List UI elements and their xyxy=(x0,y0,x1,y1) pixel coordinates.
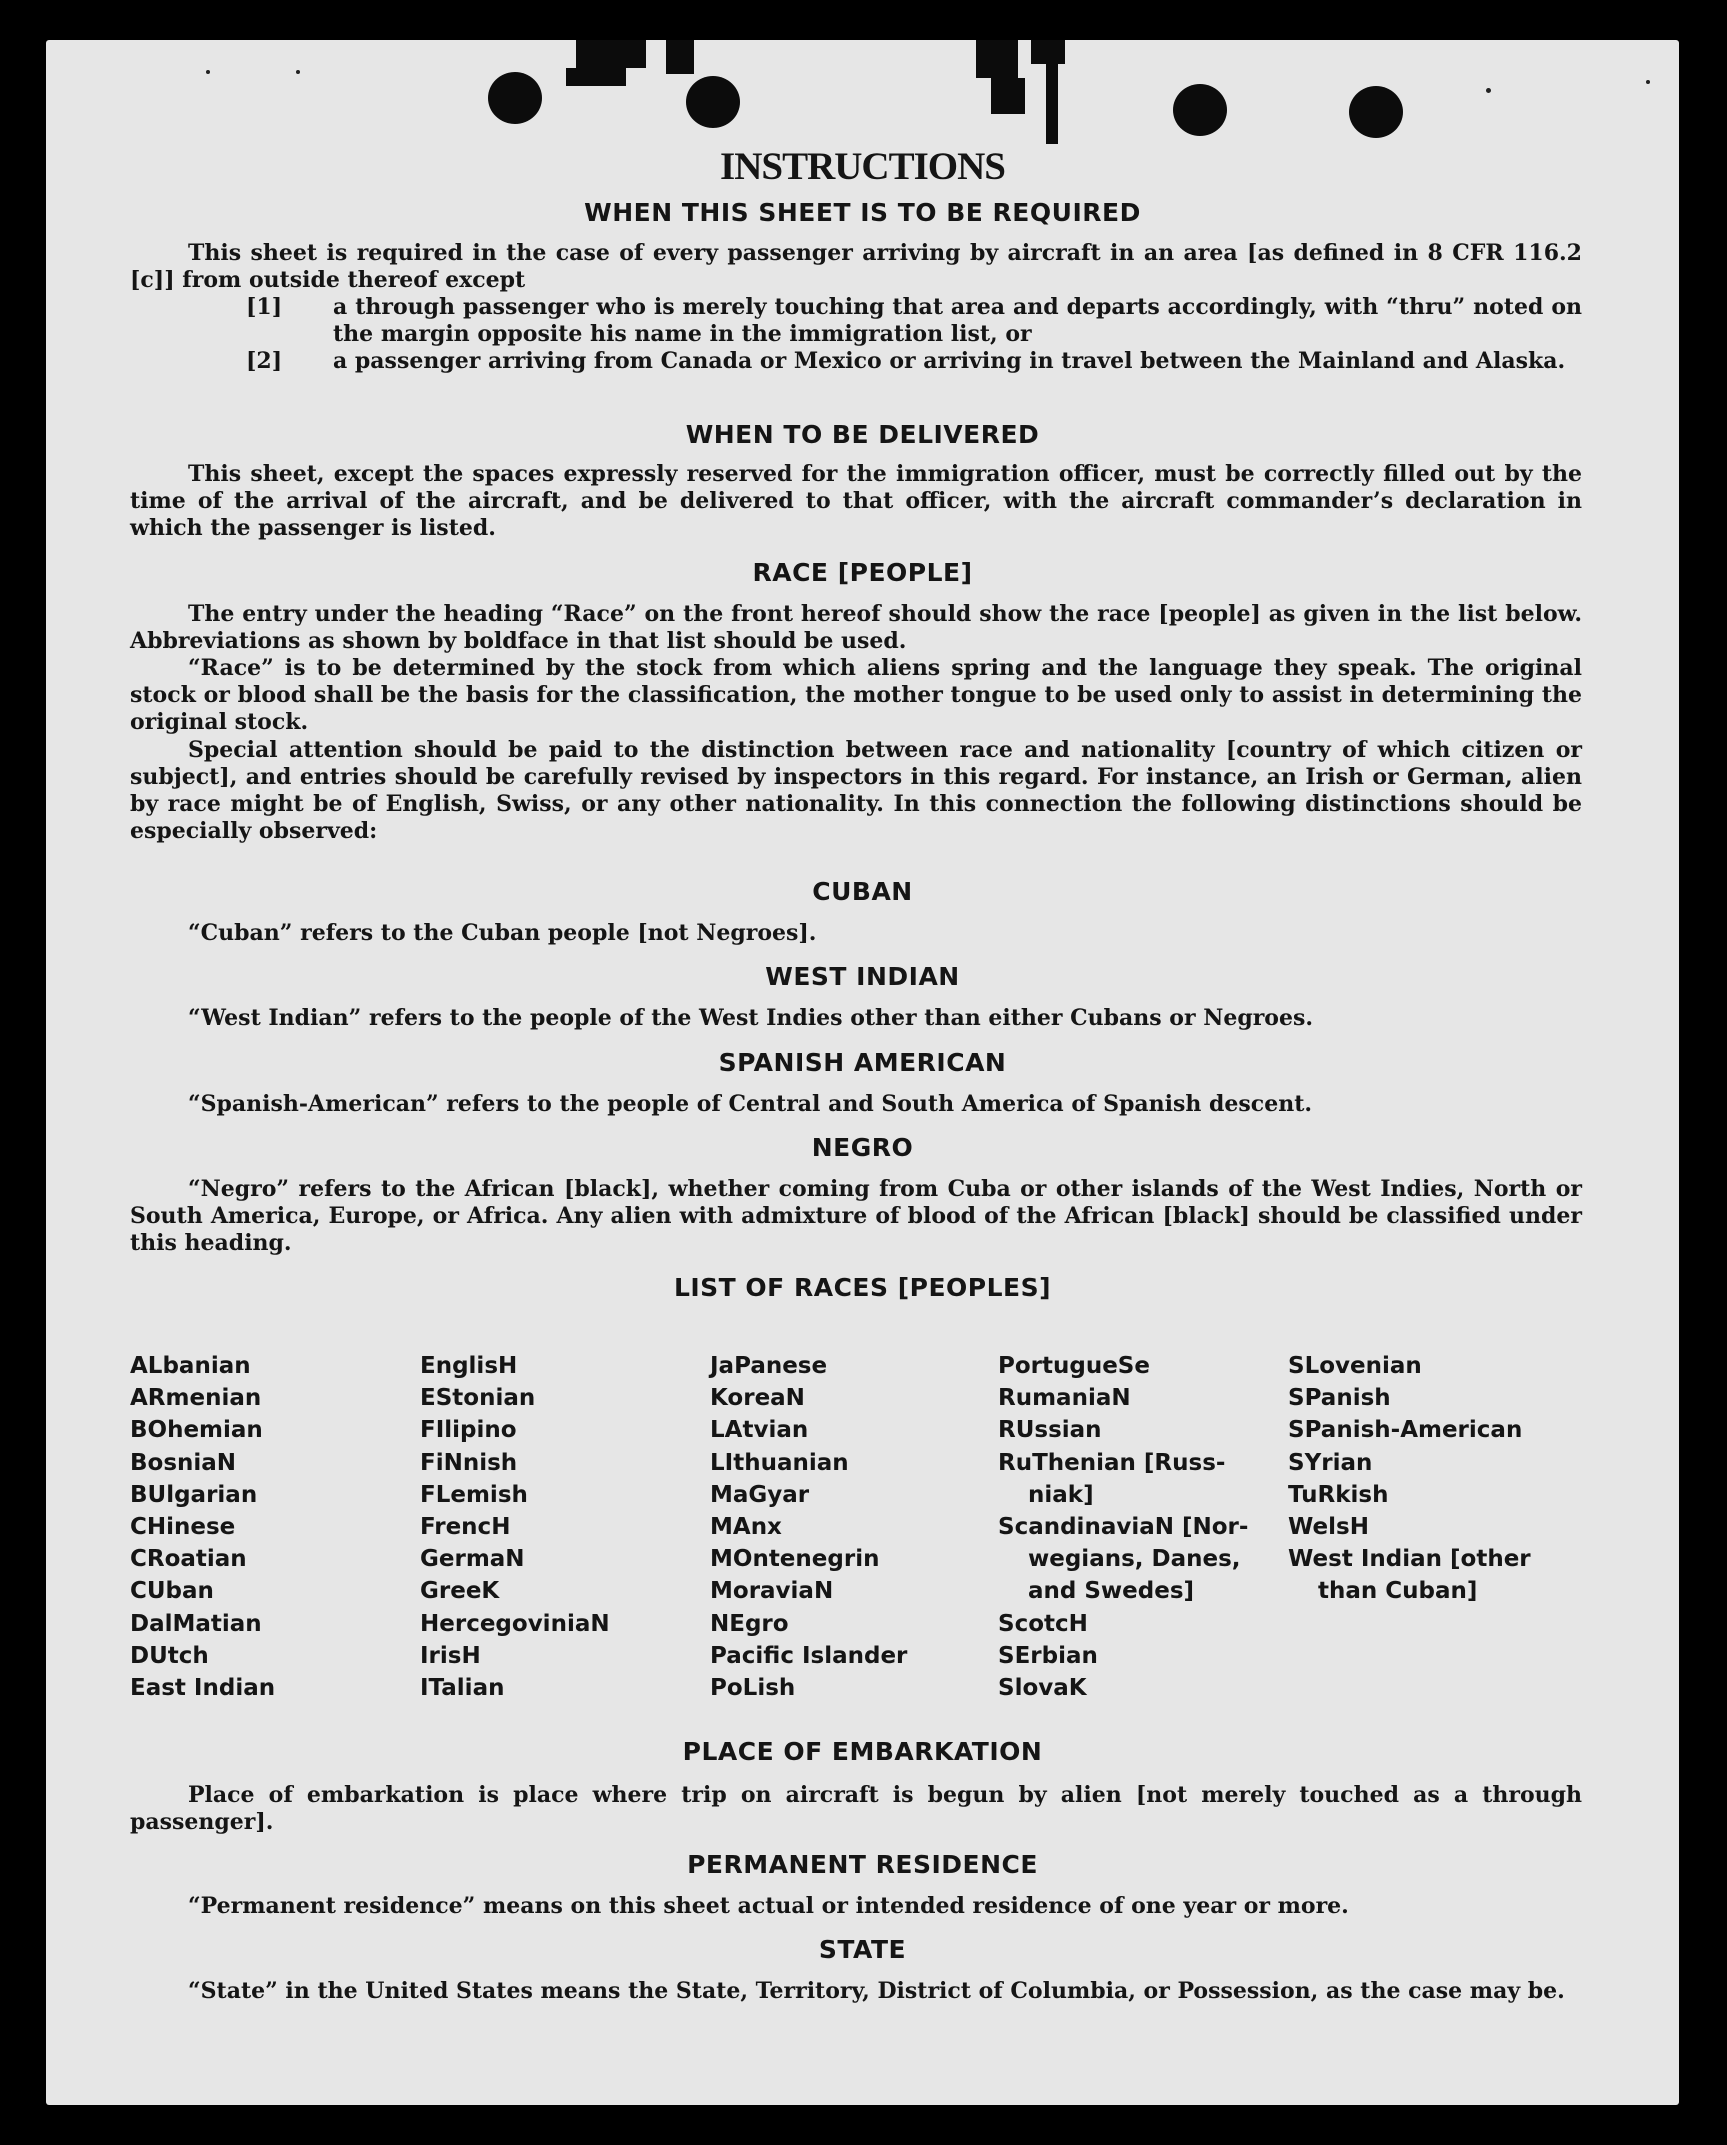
text: This sheet is required in the case of every passenger arriving by aircraft in an area [as defined in 8 CFR 116.2 [c]] from outside thereof except xyxy=(130,240,1582,293)
paragraph-residence xyxy=(130,1893,1582,1920)
race-item: SPanish xyxy=(1288,1385,1391,1412)
page-title: INSTRUCTIONS xyxy=(720,145,1005,188)
race-item: BOhemian xyxy=(130,1417,263,1444)
paragraph-race-3 xyxy=(130,737,1582,845)
speck xyxy=(296,70,300,74)
torn-edge xyxy=(1046,64,1058,144)
paragraph-race-1 xyxy=(130,601,1582,655)
item-number: [1] xyxy=(246,294,283,320)
race-item: ARmenian xyxy=(130,1385,262,1412)
race-item: CRoatian xyxy=(130,1546,247,1573)
races-column-1 xyxy=(130,1350,410,1704)
race-item: ALbanian xyxy=(130,1353,251,1379)
race-item: LAtvian xyxy=(710,1417,809,1444)
race-item: SlovaK xyxy=(998,1675,1087,1702)
race-item: East Indian xyxy=(130,1675,276,1702)
race-item: HercegoviniaN xyxy=(420,1610,610,1637)
race-item: GreeK xyxy=(420,1578,500,1605)
race-item: DUtch xyxy=(130,1642,209,1669)
paragraph-state xyxy=(130,1978,1582,2005)
race-item: FrencH xyxy=(420,1514,511,1541)
race-item: SErbian xyxy=(998,1642,1098,1669)
heading-when-required: WHEN THIS SHEET IS TO BE REQUIRED xyxy=(584,198,1141,227)
heading-race: RACE [PEOPLE] xyxy=(752,558,973,587)
paragraph-cuban xyxy=(130,920,1582,947)
race-item: SLovenian xyxy=(1288,1353,1422,1379)
race-item: BUlgarian xyxy=(130,1481,258,1508)
item-text: a through passenger who is merely touching that area and departs accordingly, with “thru” noted on the margin opposite his name in the immigration list, or xyxy=(333,294,1582,347)
heading-embarkation: PLACE OF EMBARKATION xyxy=(682,1737,1043,1766)
text: “Spanish-American” refers to the people of Central and South America of Spanish descent. xyxy=(188,1091,1313,1117)
races-column-2 xyxy=(420,1350,700,1704)
paragraph-west-indian xyxy=(130,1005,1582,1032)
race-item-continued: than Cuban] xyxy=(1318,1578,1478,1605)
text: “Race” is to be determined by the stock from which aliens spring and the language they speak. The original stock or blood shall be the basis for the classification, the mother tongue to be used only to assist in determining the original stock. xyxy=(130,655,1582,735)
paragraph-negro xyxy=(130,1176,1582,1257)
list-item-2 xyxy=(246,348,1582,375)
race-item: LIthuanian xyxy=(710,1449,849,1476)
race-item: JaPanese xyxy=(710,1353,828,1379)
race-item: SYrian xyxy=(1288,1449,1373,1476)
race-item-continued: niak] xyxy=(1028,1481,1094,1508)
races-column-5 xyxy=(1288,1350,1568,1608)
race-item-continued: wegians, Danes, xyxy=(1028,1546,1241,1573)
heading-residence: PERMANENT RESIDENCE xyxy=(687,1850,1038,1879)
races-column-4 xyxy=(998,1350,1278,1704)
race-item: FIlipino xyxy=(420,1417,517,1444)
heading-when-delivered: WHEN TO BE DELIVERED xyxy=(685,420,1040,449)
race-item: TuRkish xyxy=(1288,1481,1389,1508)
list-item-1 xyxy=(246,294,1582,348)
race-item: KoreaN xyxy=(710,1385,805,1412)
punch-hole xyxy=(1173,84,1227,136)
race-item: ITalian xyxy=(420,1675,505,1702)
race-item: GermaN xyxy=(420,1546,525,1573)
text: Special attention should be paid to the distinction between race and nationality [country of which citizen or subject], and entries should be carefully revised by inspectors in this regard. For instance, an Irish or German, alien by race might be of English, Swiss, or any other nationality. In this connection the following distinctions should be especially observed: xyxy=(130,737,1582,844)
punch-hole xyxy=(686,76,740,128)
race-item: CHinese xyxy=(130,1514,236,1541)
race-item: MaGyar xyxy=(710,1481,810,1508)
paragraph-race-2 xyxy=(130,655,1582,736)
race-item: BosniaN xyxy=(130,1449,237,1476)
heading-negro: NEGRO xyxy=(811,1133,914,1162)
race-item: EnglisH xyxy=(420,1353,518,1379)
race-item: Pacific Islander xyxy=(710,1642,908,1669)
race-item: PortugueSe xyxy=(998,1353,1150,1379)
text: “State” in the United States means the State, Territory, District of Columbia, or Possession, as the case may be. xyxy=(188,1978,1565,2004)
race-item: EStonian xyxy=(420,1385,536,1412)
torn-edge xyxy=(991,78,1025,114)
races-column-3 xyxy=(710,1350,990,1704)
torn-edge xyxy=(1031,40,1065,64)
torn-edge xyxy=(976,40,1018,78)
speck xyxy=(206,70,210,74)
race-item: IrisH xyxy=(420,1642,481,1669)
torn-edge xyxy=(566,68,626,86)
torn-edge xyxy=(666,40,694,74)
heading-cuban: CUBAN xyxy=(812,877,913,906)
paragraph-required-intro xyxy=(130,240,1582,294)
race-item: RuThenian [Russ- xyxy=(998,1449,1226,1476)
punch-hole xyxy=(488,72,542,124)
race-item: ScandinaviaN [Nor- xyxy=(998,1514,1249,1541)
race-item: NEgro xyxy=(710,1610,789,1637)
race-item: FiNnish xyxy=(420,1449,518,1476)
race-item: PoLish xyxy=(710,1675,796,1702)
text: Place of embarkation is place where trip on aircraft is begun by alien [not merely touched as a through passenger]. xyxy=(130,1782,1582,1835)
text: This sheet, except the spaces expressly reserved for the immigration officer, must be correctly filled out by the time of the arrival of the aircraft, and be delivered to that officer, with the aircraft commander’s declaration in which the passenger is listed. xyxy=(130,461,1582,541)
text: “West Indian” refers to the people of the West Indies other than either Cubans or Negroes. xyxy=(188,1005,1314,1031)
paragraph-embarkation xyxy=(130,1782,1582,1836)
text: “Cuban” refers to the Cuban people [not Negroes]. xyxy=(188,920,817,946)
text: The entry under the heading “Race” on the front hereof should show the race [people] as given in the list below. Abbreviations as shown by boldface in that list should be used. xyxy=(130,601,1582,654)
torn-edge xyxy=(576,40,646,68)
item-number: [2] xyxy=(246,348,283,374)
race-item: MAnx xyxy=(710,1514,782,1541)
race-item: MOntenegrin xyxy=(710,1546,880,1573)
race-item: CUban xyxy=(130,1578,214,1605)
race-item: RUssian xyxy=(998,1417,1102,1444)
instruction-sheet xyxy=(46,40,1679,2105)
paragraph-spanish-american xyxy=(130,1091,1582,1118)
heading-spanish-american: SPANISH AMERICAN xyxy=(718,1048,1007,1077)
speck xyxy=(1486,88,1491,93)
race-item: ScotcH xyxy=(998,1610,1088,1637)
race-item: MoraviaN xyxy=(710,1578,834,1605)
speck xyxy=(1646,80,1650,84)
race-item: WelsH xyxy=(1288,1514,1369,1541)
text: “Permanent residence” means on this sheet actual or intended residence of one year or more. xyxy=(188,1893,1349,1919)
punch-hole xyxy=(1349,86,1403,138)
item-text: a passenger arriving from Canada or Mexico or arriving in travel between the Mainland and Alaska. xyxy=(333,348,1566,374)
race-item: DalMatian xyxy=(130,1610,262,1637)
race-item: West Indian [other xyxy=(1288,1546,1531,1573)
race-item: FLemish xyxy=(420,1481,528,1508)
heading-list-of-races: LIST OF RACES [PEOPLES] xyxy=(673,1273,1052,1302)
paragraph-delivered xyxy=(130,461,1582,542)
text: “Negro” refers to the African [black], whether coming from Cuba or other islands of the West Indies, North or South America, Europe, or Africa. Any alien with admixture of blood of the African [black] should be classified under this heading. xyxy=(130,1176,1582,1256)
heading-west-indian: WEST INDIAN xyxy=(765,962,960,991)
heading-state: STATE xyxy=(818,1935,907,1964)
race-item-continued: and Swedes] xyxy=(1028,1578,1195,1605)
race-item: SPanish-American xyxy=(1288,1417,1523,1444)
race-item: RumaniaN xyxy=(998,1385,1131,1412)
